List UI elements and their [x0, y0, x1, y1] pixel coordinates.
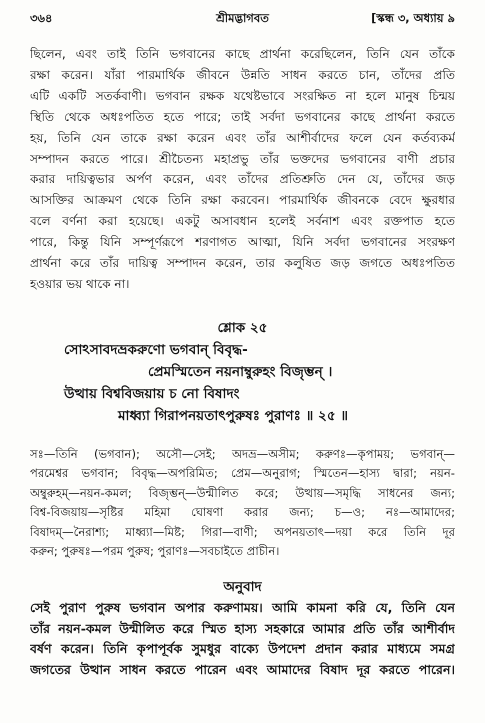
- purport-line: রক্ষা করেন। যাঁরা পারমার্থিক জীবনে উন্নতি সাধন করতে চান, তাঁদের প্রতি: [30, 67, 455, 82]
- purport-line: ছিলেন, এবং তাই তিনি ভগবানের কাছে প্রার্থনা করেছিলেন, তিনি যেন তাঁকে: [30, 47, 455, 61]
- verse-line: উত্থায় বিশ্ববিজয়ায় চ নো বিষাদং: [64, 385, 240, 402]
- translation-line: জগতের উত্থান সাধন করতে পারেন এবং আমাদের বিষাদ দূর করতে পারেন।: [30, 662, 455, 678]
- purport-line: প্রার্থনা করে তাঁর দায়িত্ব সম্পাদন করেন, তার কলুষিত জড় জগতে অধঃপতিত: [30, 256, 455, 271]
- purport-line: এটি একটি সতর্কবাণী। ভগবান রক্ষক যথেষ্টভাবে সংরক্ষিত না হলে মানুষ চিন্ময়: [30, 88, 455, 103]
- translation-line: তাঁর নয়ন-কমল উন্মীলিত করে স্মিত হাস্য সহকারে আমার প্রতি তাঁর আশীর্বাদ: [30, 620, 455, 636]
- word-meaning-line: করুন; পুরুষঃ—পরম পুরুষ; পুরাণঃ—সবচাইতে প্রাচীন।: [30, 544, 280, 559]
- running-header: [30, 8, 455, 28]
- purport-line: করার দায়িত্বভার অর্পণ করেন, এবং তাঁদের প্রতিশ্রুতি দেন যে, তাঁদের জড়: [30, 172, 455, 187]
- translation-text: [30, 598, 455, 681]
- page-number: ৩৬৪: [30, 11, 53, 25]
- purport-line: আসক্তির আক্রমণ থেকে তিনি রক্ষা করবেন। পারমার্থিক জীবনকে বেদে ক্ষুরধার: [30, 193, 455, 208]
- word-meanings: [30, 445, 455, 562]
- section-reference: [স্কন্ধ ৩, অধ্যায় ৯: [371, 11, 455, 25]
- verse-line: সোঽসাবদভ্রকরুণো ভগবান্ বিবৃদ্ধ-: [64, 341, 248, 358]
- purport-line: পারে, কিন্তু যিনি সম্পূর্ণরূপে শরণাগত আত্মা, যিনি সর্বদা ভগবানের সংরক্ষণ: [30, 235, 455, 250]
- purport-line: স্থিতি থেকে অধঃপতিত হতে পারে; তাই সর্বদা ভগবানের কাছে প্রার্থনা করতে: [30, 109, 455, 124]
- word-meaning-line: বিষাদম্—নৈরাশ্য; মাধ্ব্যা—মিষ্ট; গিরা—বাণী; অপনয়তাৎ—দয়া করে তিনি দূর: [30, 524, 455, 539]
- translation-line: সেই পুরাণ পুরুষ ভগবান অপার করুণাময়। আমি কামনা করি যে, তিনি যেন: [30, 599, 455, 615]
- purport-paragraph: [30, 44, 455, 295]
- purport-line: হয়, তিনি যেন তাকে রক্ষা করেন এবং তাঁর আশীর্বাদের ফলে যেন কর্তব্যকর্ম: [30, 130, 455, 145]
- verse-line: মাধ্ব্যা গিরাপনয়তাৎপুরুষঃ পুরাণঃ ॥ ২৫ ॥: [118, 407, 349, 424]
- sloka-heading: শ্লোক ২৫: [217, 319, 268, 336]
- book-title: শ্রীমদ্ভাগবত: [216, 11, 269, 25]
- verse-line: প্রেমস্মিতেন নয়নাম্বুরুহং বিজৃম্ভন্ ।: [148, 363, 333, 380]
- purport-line: হওয়ার ভয় থাকে না।: [30, 276, 130, 291]
- word-meaning-line: পরমেশ্বর ভগবান; বিবৃদ্ধ—অপরিমিত; প্রেম—অনুরাগ; স্মিতেন—হাস্য দ্বারা; নয়ন-: [30, 466, 455, 481]
- translation-line: বর্ষণ করেন। তিনি কৃপাপূর্বক সুমধুর বাক্যে উপদেশ প্রদান করার মাধ্যমে সমগ্র: [30, 641, 455, 657]
- word-meaning-line: বিশ্ব-বিজয়ায়—সৃষ্টির মহিমা ঘোষণা করার জন্য; চ—ও; নঃ—আমাদের;: [30, 505, 455, 520]
- word-meaning-line: সঃ—তিনি (ভগবান); অসৌ—সেই; অদভ্র—অসীম; করুণঃ—কৃপাময়; ভগবান্—: [30, 446, 455, 461]
- translation-heading: অনুবাদ: [223, 578, 262, 595]
- sanskrit-verse: [30, 339, 455, 427]
- word-meaning-line: অম্বুরুহম্—নয়ন-কমল; বিজৃম্ভন্—উন্মীলিত করে; উত্থায়—সমৃদ্ধি সাধনের জন্য;: [30, 485, 455, 500]
- purport-line: বলে বর্ণনা করা হয়েছে। একটু অসাবধান হলেই সর্বনাশ এবং রক্তপাত হতে: [30, 214, 455, 229]
- purport-line: সম্পাদন করতে পারে। শ্রীচৈতন্য মহাপ্রভু তাঁর ভক্তদের ভগবানের বাণী প্রচার: [30, 151, 455, 166]
